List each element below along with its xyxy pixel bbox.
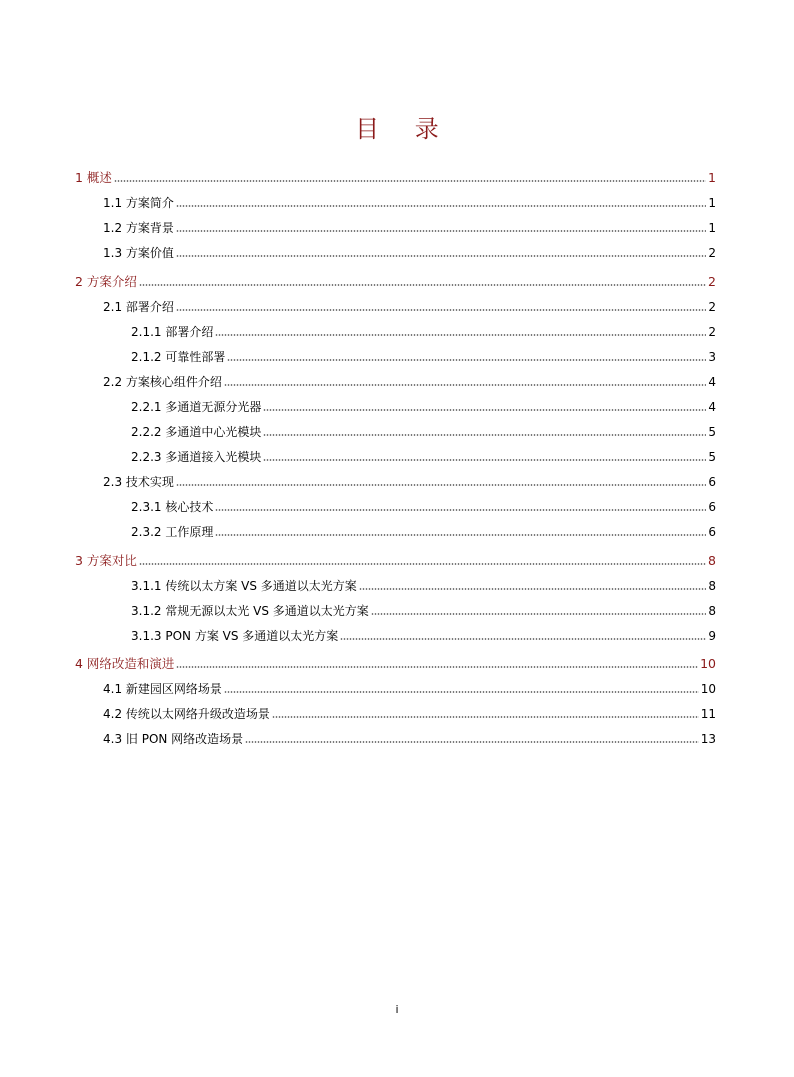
toc-entry-label: 3.1.3 PON 方案 VS 多通道以太光方案 [131, 629, 339, 643]
toc-entry-label: 1.1 方案简介 [103, 196, 174, 210]
toc-dot-leader [224, 691, 699, 693]
toc-entry[interactable] [103, 474, 716, 490]
toc-dot-leader [215, 534, 706, 536]
toc-entry[interactable] [103, 374, 716, 390]
toc-dot-leader [224, 384, 706, 386]
toc-entry[interactable] [103, 681, 716, 697]
toc-entry[interactable] [131, 449, 716, 465]
toc-entry-label: 2.1 部署介绍 [103, 300, 174, 314]
toc-entry[interactable] [103, 220, 716, 236]
toc-entry-label: 2.2.3 多通道接入光模块 [131, 450, 262, 464]
toc-entry[interactable] [131, 399, 716, 415]
toc-dot-leader [245, 741, 699, 743]
toc-entry-page: 2 [708, 325, 716, 339]
toc-entry-page: 2 [708, 274, 716, 289]
toc-entry-label: 4.1 新建园区网络场景 [103, 682, 222, 696]
toc-entry[interactable] [75, 553, 716, 569]
page-title: 目 录 [355, 115, 453, 143]
toc-entry-label: 2.1.1 部署介绍 [131, 325, 214, 339]
toc-dot-leader [359, 588, 707, 590]
toc-entry-page: 2 [708, 246, 716, 260]
toc-entry[interactable] [75, 656, 716, 672]
toc-entry[interactable] [103, 731, 716, 747]
toc-entry[interactable] [131, 578, 716, 594]
toc-entry[interactable] [103, 706, 716, 722]
toc-entry-page: 4 [708, 375, 716, 389]
toc-entry[interactable] [131, 628, 716, 644]
toc-entry-label: 2.2.1 多通道无源分光器 [131, 400, 262, 414]
toc-dot-leader [176, 666, 698, 668]
toc-entry-label: 2.2 方案核心组件介绍 [103, 375, 222, 389]
toc-entry-page: 8 [708, 604, 716, 618]
toc-dot-leader [215, 334, 706, 336]
toc-entry-label: 2.3 技术实现 [103, 475, 174, 489]
toc-entry-label: 3.1.2 常规无源以太光 VS 多通道以太光方案 [131, 604, 369, 618]
toc-entry-label: 1.2 方案背景 [103, 221, 174, 235]
toc-entry-page: 1 [708, 221, 716, 235]
toc-dot-leader [176, 230, 706, 232]
toc-dot-leader [263, 459, 706, 461]
toc-entry[interactable] [131, 424, 716, 440]
toc-entry-label: 3 方案对比 [75, 553, 137, 568]
toc-dot-leader [371, 613, 707, 615]
toc-entry-page: 13 [700, 732, 716, 746]
toc-entry-label: 2 方案介绍 [75, 274, 137, 289]
toc-dot-leader [227, 359, 706, 361]
page-number: i [395, 1003, 399, 1016]
toc-entry-page: 1 [708, 196, 716, 210]
toc-entry-page: 11 [700, 707, 716, 721]
toc-entry-label: 1.3 方案价值 [103, 246, 174, 260]
toc-entry-page: 8 [708, 579, 716, 593]
toc-entry-page: 6 [708, 525, 716, 539]
toc-entry-page: 1 [708, 170, 716, 185]
toc-entry-label: 4.2 传统以太网络升级改造场景 [103, 707, 270, 721]
toc-entry[interactable] [131, 324, 716, 340]
toc-dot-leader [176, 484, 706, 486]
toc-entry-page: 5 [708, 425, 716, 439]
toc-entry-page: 6 [708, 475, 716, 489]
toc-entry-label: 2.1.2 可靠性部署 [131, 350, 226, 364]
toc-entry[interactable] [131, 524, 716, 540]
toc-dot-leader [139, 284, 706, 286]
toc-dot-leader [263, 434, 706, 436]
toc-dot-leader [176, 309, 706, 311]
toc-dot-leader [176, 205, 706, 207]
toc-dot-leader [340, 638, 706, 640]
toc-entry-label: 4.3 旧 PON 网络改造场景 [103, 732, 244, 746]
toc-entry-label: 4 网络改造和演进 [75, 656, 175, 671]
toc-entry[interactable] [75, 170, 716, 186]
toc-dot-leader [176, 255, 706, 257]
toc-dot-leader [114, 180, 706, 182]
toc-entry[interactable] [75, 274, 716, 290]
toc-entry-page: 10 [700, 656, 716, 671]
toc-entry-page: 3 [708, 350, 716, 364]
toc-entry-label: 1 概述 [75, 170, 112, 185]
toc-dot-leader [139, 563, 706, 565]
toc-entry-page: 4 [708, 400, 716, 414]
toc-dot-leader [215, 509, 706, 511]
toc-entry-label: 3.1.1 传统以太方案 VS 多通道以太光方案 [131, 579, 357, 593]
toc-dot-leader [272, 716, 699, 718]
toc-entry-label: 2.3.2 工作原理 [131, 525, 214, 539]
toc-entry[interactable] [103, 195, 716, 211]
toc-entry-page: 6 [708, 500, 716, 514]
toc-entry-page: 2 [708, 300, 716, 314]
toc-entry[interactable] [103, 299, 716, 315]
toc-entry-label: 2.3.1 核心技术 [131, 500, 214, 514]
toc-entry[interactable] [131, 603, 716, 619]
toc-entry-page: 8 [708, 553, 716, 568]
toc-dot-leader [263, 409, 706, 411]
toc-entry-label: 2.2.2 多通道中心光模块 [131, 425, 262, 439]
toc-entry[interactable] [131, 499, 716, 515]
toc-entry-page: 10 [700, 682, 716, 696]
toc-entry[interactable] [131, 349, 716, 365]
toc-entry-page: 5 [708, 450, 716, 464]
toc-entry-page: 9 [708, 629, 716, 643]
toc-entry[interactable] [103, 245, 716, 261]
